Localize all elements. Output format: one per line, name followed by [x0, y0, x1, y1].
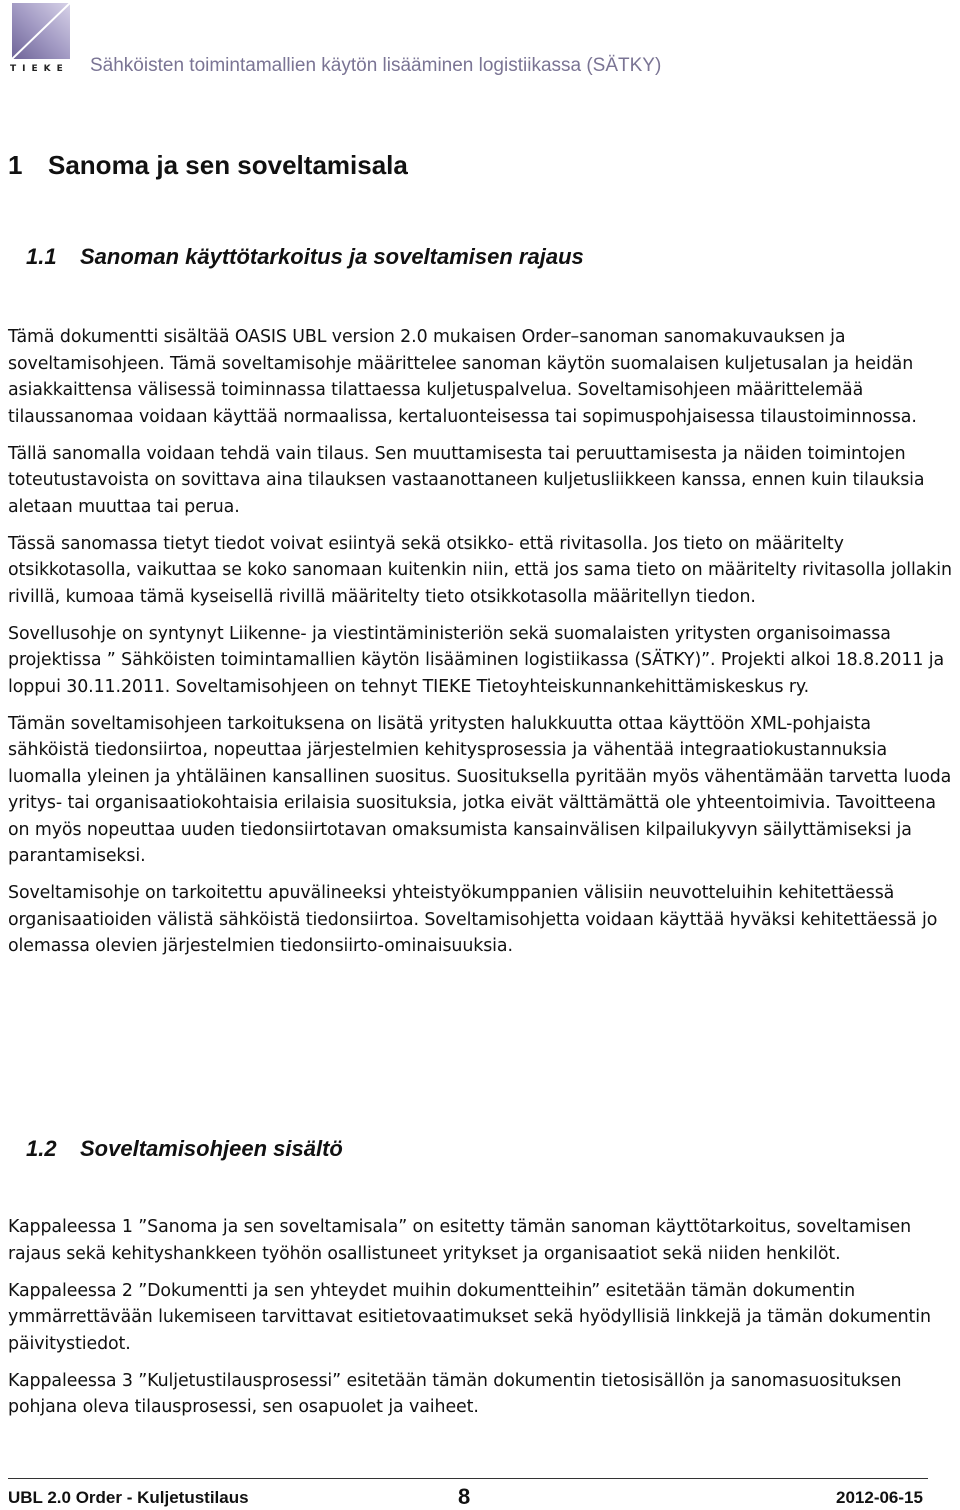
section-1-number: 1	[8, 150, 23, 180]
paragraph: Soveltamisohje on tarkoitettu apuvälineeksi yhteistyökumppanien välisiin neuvotteluihin kehitettäessä organisaatioiden välistä sähköistä tiedonsiirtoa. Soveltamisohjetta voidaan käyttää hyväksi kehitettäessä jo olemassa olevien järjestelmien tiedonsiirto-ominaisuuksia.	[8, 883, 938, 956]
tieke-logo	[10, 3, 72, 75]
section-1-1-heading	[26, 244, 584, 270]
section-1-2-heading	[26, 1136, 343, 1162]
footer-page-number: 8	[458, 1484, 471, 1509]
footer-date: 2012-06-15	[836, 1488, 923, 1507]
footer-document-name: UBL 2.0 Order - Kuljetustilaus	[8, 1488, 249, 1507]
paragraph: Tämän soveltamisohjeen tarkoituksena on lisätä yritysten halukkuutta ottaa käyttöön XML-pohjaista sähköistä tiedonsiirtoa, nopeuttaa järjestelmien kehitysprosessia ja vähentää integraatiokustannuksia luomalla yleinen ja yhtäläinen kansallinen suositus. Suosituksella pyritään myös vähentämään tarvetta luoda yritys- tai organisaatiokohtaisia erilaisia suosituksia, jotka eivät välttämättä ole yhteentoimivia. Tavoitteena on myös nopeuttaa uuden tiedonsiirtotavan omaksumista kansainvälisen kilpailukyvyn säilyttämiseksi ja parantamiseksi.	[8, 713, 952, 866]
paragraph: Kappaleessa 3 ”Kuljetustilausprosessi” esitetään tämän dokumentin tietosisällön ja sanomasuosituksen pohjana oleva tilausprosessi, sen osapuolet ja vaiheet.	[8, 1370, 902, 1417]
tieke-logo-mark	[12, 3, 70, 59]
section-1-2-number: 1.2	[26, 1136, 57, 1161]
paragraph: Kappaleessa 1 ”Sanoma ja sen soveltamisala” on esitetty tämän sanoman käyttötarkoitus, soveltamisen rajaus sekä kehityshankkeen työhön osallistuneet yritykset ja organisaatiot sekä niiden henkilöt.	[8, 1217, 912, 1264]
section-1-1-title: Sanoman käyttötarkoitus ja soveltamisen rajaus	[80, 244, 584, 269]
section-1-2-body	[8, 1214, 956, 1431]
section-1-2-title: Soveltamisohjeen sisältö	[80, 1136, 343, 1161]
paragraph: Tällä sanomalla voidaan tehdä vain tilaus. Sen muuttamisesta tai peruuttamisesta ja näiden toimintojen toteutustavoista on sovittava aina tilauksen vastaanottaneen kuljetusliikkeen kanssa, ennen kuin tilauksia aletaan muuttaa tai perua.	[8, 443, 925, 517]
section-1-heading	[8, 150, 408, 181]
footer-divider	[8, 1478, 928, 1479]
tieke-logo-text: TIEKE	[10, 64, 69, 74]
section-1-title: Sanoma ja sen soveltamisala	[48, 150, 408, 180]
paragraph: Tämä dokumentti sisältää OASIS UBL version 2.0 mukaisen Order–sanoman sanomakuvauksen ja soveltamisohjeen. Tämä soveltamisohje määrittelee sanoman käytön suomalaisen kuljetusalan ja heidän asiakkaittensa välisessä toiminnassa tilattaessa kuljetuspalvelua. Soveltamisohjeen määrittelemää tilaussanomaa voidaan käyttää normaalissa, kertaluonteisessa tai sopimuspohjaisessa tilaustoiminnossa.	[8, 327, 917, 427]
section-1-1-body	[8, 324, 956, 970]
section-1-1-number: 1.1	[26, 244, 57, 269]
paragraph: Kappaleessa 2 ”Dokumentti ja sen yhteydet muihin dokumentteihin” esitetään tämän dokumentin ymmärrettävään lukemiseen tarvittavat esitietovaatimukset sekä hyödyllisiä linkkejä ja tämän dokumentin päivitystiedot.	[8, 1280, 931, 1354]
paragraph: Tässä sanomassa tietyt tiedot voivat esiintyä sekä otsikko- että rivitasolla. Jos tieto on määritelty otsikkotasolla, vaikuttaa se koko sanomaan kuitenkin niin, että jos sama tieto on määritelty rivitasolla jollakin rivillä, kumoaa tämä kyseisellä rivillä määritelty tieto otsikkotasolla määritellyn tiedon.	[8, 533, 952, 607]
paragraph: Sovellusohje on syntynyt Liikenne- ja viestintäministeriön sekä suomalaisten yritysten organisoimassa projektissa ” Sähköisten toimintamallien käytön lisääminen logistiikassa (SÄTKY)”. Projekti alkoi 18.8.2011 ja loppui 30.11.2011. Soveltamisohjeen on tehnyt TIEKE Tietoyhteiskunnankehittämiskeskus ry.	[8, 623, 945, 697]
document-header-title: Sähköisten toimintamallien käytön lisääminen logistiikassa (SÄTKY)	[90, 55, 662, 76]
